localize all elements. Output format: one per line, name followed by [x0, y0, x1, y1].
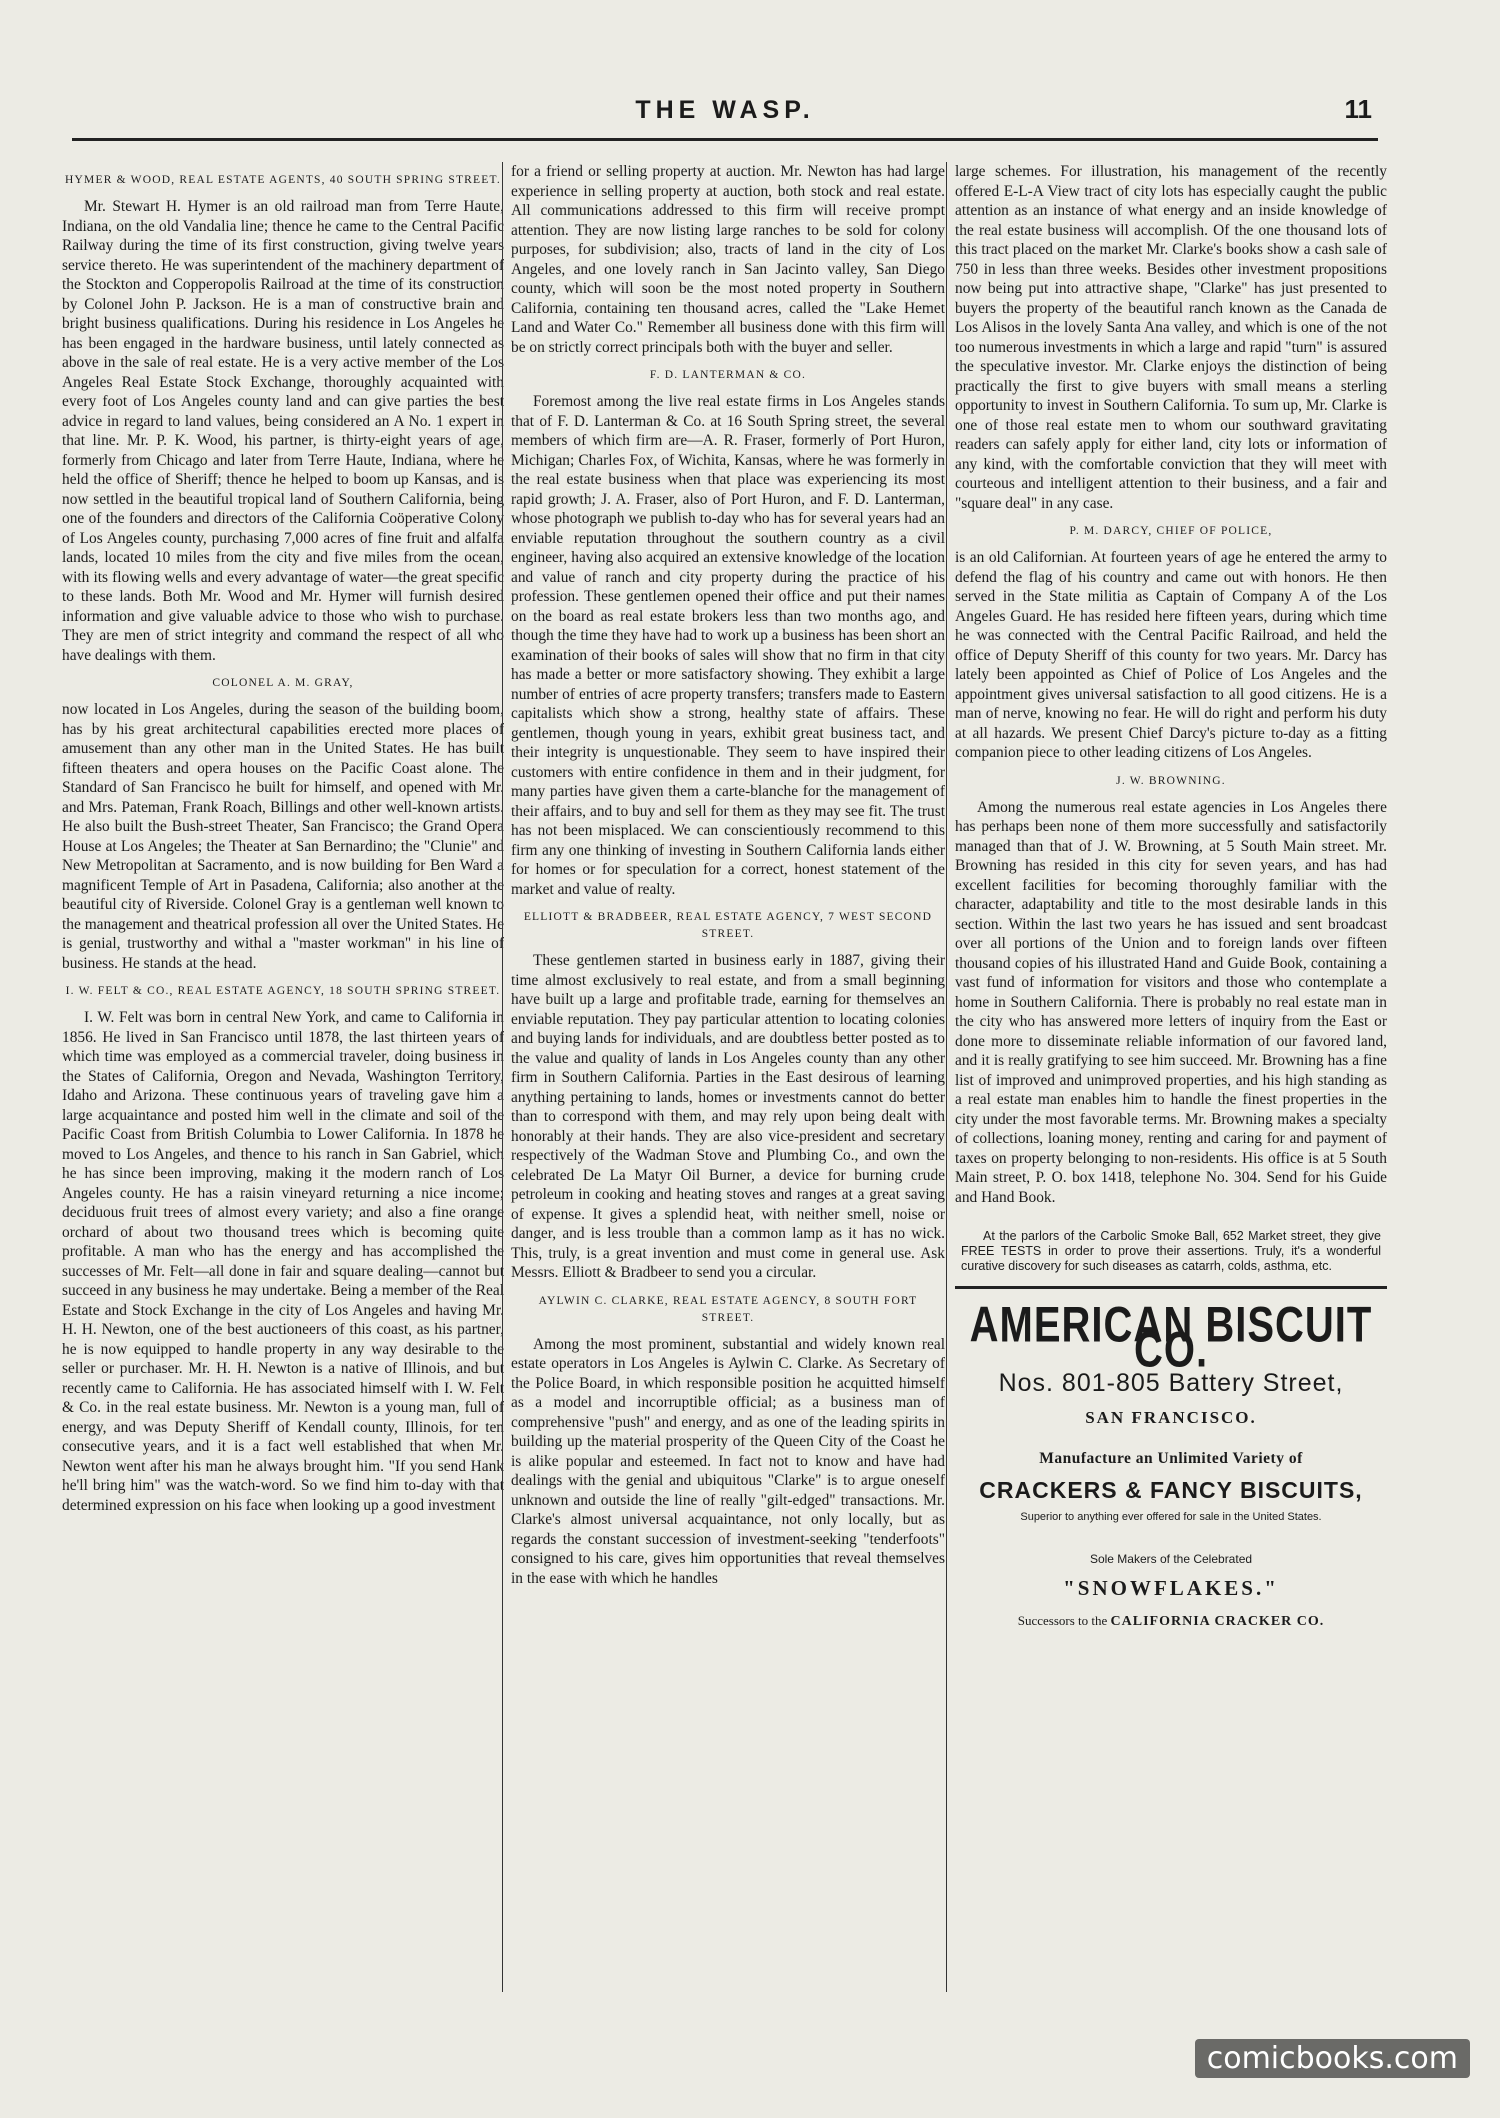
article-heading: F. D. LANTERMAN & CO. — [649, 369, 807, 381]
continued-paragraph: large schemes. For illustration, his management of the recently offered E-L-A View tract of city lots has especially caught the public attention as an instance of what energy and an inside knowledge of the real estate business will accomplish. Of the one thousand lots of this tract placed on the market Mr. Clarke's books show a cash sale of 750 in less than three weeks. Besides other investment propositions now being put into attractive shape, "Clarke" has just presented to buyers the property of the beautiful ranch known as the Canada de Los Alisos in the lovely Santa Ana valley, and which is one of the not too numerous investments in which a large and rapid "turn" is assured the speculative investor. Mr. Clarke enjoys the distinction of being practically the first to give buyers with small means a sterling opportunity to invest in Southern California. To sum up, Mr. Clarke is one of those real estate men to whom our southward gravitating readers can safely apply for either land, city lots or information of any kind, with the comfortable conviction that they will meet with courteous and intelligent attention to their business, and a fair and "square deal" in any case. — [955, 163, 1387, 512]
column-3 — [946, 162, 1387, 1992]
ad-brand: AMERICAN BISCUIT CO. — [969, 1297, 1373, 1378]
ad-city: SAN FRANCISCO. — [1085, 1407, 1257, 1427]
article-paragraph: I. W. Felt was born in central New York, and came to California in 1856. He lived in San Francisco until 1878, the last thirteen years of which time was employed as a commercial traveler, doing business in the States of California, Oregon and Nevada, Washington Territory, Idaho and Arizona. These continuous years of traveling gave him a large acquaintance and posted him well in the climate and soil of the Pacific Coast from British Columbia to Lower California. In 1878 he moved to Los Angeles, and thence to his ranch in San Gabriel, which he has since been improving, making it the modern ranch of Los Angeles county. He has a raisin vineyard returning a nice income; deciduous fruit trees of almost every variety; and also a fine orange orchard of about two thousand trees which is becoming quite profitable. A man who has the energy and has accomplished the successes of Mr. Felt—all done in fair and square dealing—cannot but succeed in any business he may undertake. Being a member of the Real Estate and Stock Exchange in the city of Los Angeles and having Mr. H. H. Newton, one of the best auctioneers of this coast, as his partner, he is now equipped to handle property in any way desirable to the seller or purchaser. Mr. H. H. Newton is a native of Illinois, and but recently came to California. He has associated himself with I. W. Felt & Co. in the real estate business. Mr. Newton is a young man, full of energy, and was Deputy Sheriff of Kendall county, Illinois, for ten consecutive years, and it is a fact well established that when Mr. Newton went after his man he always brought him. "If you send Hank he'll bring him" was the watch-word. So we find him to-day with that determined expression on his face when looking up a good investment — [62, 1009, 504, 1514]
article-paragraph: Mr. Stewart H. Hymer is an old railroad man from Terre Haute, Indiana, on the old Vandalia line; thence he came to the Central Pacific Railway during the time of its first construction, giving twelve years service thereto. He was superintendent of the machinery department of the Stockton and Copperopolis Railroad at the time of its construction by Colonel John P. Jackson. He is a man of constructive brain and bright business qualifications. During his residence in Los Angeles he has been engaged in the hardware business, until lately connected as above in the sale of real estate. He is a very active member of the Los Angeles Real Estate Stock Exchange, thoroughly acquainted with every foot of Los Angeles county land and can give parties the best advice in regard to land values, being considered an A No. 1 expert in that line. Mr. P. K. Wood, his partner, is thirty-eight years of age, formerly from Chicago and later from Terre Haute, Indiana, where he held the office of Sheriff; thence he helped to boom up Kansas, and is now settled in the beautiful tropical land of Southern California, being one of the founders and directors of the California Coöperative Colony of Los Angeles county, purchasing 7,000 acres of fine fruit and alfalfa lands, located 10 miles from the city and five miles from the ocean, with its flowing wells and every advantage of water—the great specific to these lands. Both Mr. Wood and Mr. Hymer will furnish desired information and give valuable advice to those who wish to purchase. They are men of strict integrity and command the respect of all who have dealings with them. — [62, 198, 504, 664]
continued-paragraph: for a friend or selling property at auction. Mr. Newton has had large experience in selling property at auction, both stock and real estate. All communications addressed to this firm will receive prompt attention. They are now listing large ranches to be sold for colony purposes, for subdivision; also, tracts of land in the city of Los Angeles, and one lovely ranch in San Jacinto valley, San Diego county, which will soon be the most noted property in Southern California, containing ten thousand acres, called the "Lake Hemet Land and Water Co." Remember all business done with this firm will be on strictly correct principals both with the buyer and seller. — [511, 163, 945, 356]
article-heading: HYMER & WOOD, REAL ESTATE AGENTS, 40 SOUTH SPRING STREET. — [65, 174, 501, 186]
column-2 — [502, 162, 945, 1992]
ad-line: Manufacture an Unlimited Variety of — [1039, 1450, 1303, 1467]
article-paragraph: Foremost among the live real estate firms in Los Angeles stands that of F. D. Lanterman & Co. at 16 South Spring street, the several members of which firm are—A. R. Fraser, formerly of Port Huron, Michigan; Charles Fox, of Wichita, Kansas, where he was formerly in the real estate business when that place was experiencing its most rapid growth; J. A. Fraser, also of Port Huron, and F. D. Lanterman, whose photograph we publish to-day who has for several years had an enviable reputation throughout the southern country as a civil engineer, having also acquired an extensive knowledge of the location and value of ranch and city property during the practice of his profession. These gentlemen opened their office and put their names on the board as real estate brokers less than two months ago, and though the time they have had to work up a business has been short an examination of their books of sales will show that no firm in that city has made a better or more satisfactory showing. They exhibit a large number of entries of acre property transfers; transfers made to Eastern capitalists which show a strong, healthy state of affairs. These gentlemen, though young in years, exhibit great business tact, and their integrity is unquestionable. They seem to have inspired their customers with entire confidence in them and in their judgment, for many parties have given them a carte-blanche for the management of their affairs, and to buy and sell for them as they may see fit. The trust has not been misplaced. We can conscientiously recommend to this firm any one thinking of investing in Southern California lands either for homes or for speculation for a correct, honest statement of the market and value of realty. — [511, 393, 945, 898]
biscuit-advertisement — [955, 1286, 1387, 1631]
ad-flagship-product: "SNOWFLAKES." — [1063, 1576, 1279, 1600]
article-heading: J. W. BROWNING. — [1116, 774, 1226, 787]
watermark-logo: comicbooks.com — [1195, 2039, 1470, 2078]
ad-successor-prefix: Successors to the — [1017, 1612, 1108, 1628]
article-heading: AYLWIN C. CLARKE, REAL ESTATE AGENCY, 8 SOUTH FORT STREET. — [538, 1294, 918, 1324]
ad-address: Nos. 801-805 Battery Street, — [998, 1369, 1344, 1397]
carbolic-notice: At the parlors of the Carbolic Smoke Ball, 652 Market street, they give FREE TESTS in order to prove their assertions. Truly, it's a wonderful curative discovery for such diseases as catarrh, colds, asthma, etc. — [961, 1229, 1381, 1273]
article-heading: ELLIOTT & BRADBEER, REAL ESTATE AGENCY, 7 WEST SECOND STREET. — [523, 911, 933, 940]
ad-product: CRACKERS & FANCY BISCUITS, — [979, 1476, 1363, 1503]
column-1 — [62, 162, 504, 1992]
article-paragraph: now located in Los Angeles, during the season of the building boom, has by his great architectural capabilities erected more places of amusement than any other man in the United States. He has built fifteen theaters and opera houses on the Pacific Coast alone. The Standard of San Francisco he built for himself, and opened with Mr. and Mrs. Pateman, Frank Roach, Billings and other well-known artists. He also built the Bush-street Theater, San Francisco; the Grand Opera House at Los Angeles; the Theater at San Bernardino; the "Clunie" and New Metropolitan at Sacramento, and is now building for Ben Ward a magnificent Temple of Art in Pasadena, California; also another at the beautiful city of Riverside. Colonel Gray is a gentleman well known to the management and theatrical profession all over the United States. He is genial, trustworthy and withal a "master workman" in his line of business. He stands at the head. — [62, 701, 504, 972]
ad-successor-name: CALIFORNIA CRACKER CO. — [1110, 1613, 1325, 1629]
article-heading: COLONEL A. M. GRAY, — [212, 677, 354, 689]
article-paragraph: is an old Californian. At fourteen years of age he entered the army to defend the flag of his country and came out with honors. He then served in the State militia as Captain of Company A of the Los Angeles Guard. He has resided here fifteen years, during which time he was connected with the Central Pacific Railroad, and held the office of Deputy Sheriff of this county for two years. Mr. Darcy has lately been appointed as Chief of Police of Los Angeles and the appointment gives universal satisfaction to all good citizens. He is a man of nerve, knowing no fear. He will do right and perform his duty at all hazards. We present Chief Darcy's picture to-day as a fitting companion piece to other leading citizens of Los Angeles. — [955, 549, 1387, 761]
ad-sole-makers: Sole Makers of the Celebrated — [1089, 1551, 1253, 1566]
ad-successor — [955, 1611, 1387, 1632]
article-paragraph: Among the numerous real estate agencies in Los Angeles there has perhaps been none of them more successfully and satisfactorily managed than that of J. W. Browning, at 5 South Main street. Mr. Browning has resided in this city for seven years, and has had excellent facilities for becoming thoroughly familiar with the character, adaptability and title to the most desirable lands in this section. Within the last two years he has issued and sent broadcast over all portions of the Union and to foreign lands over fifteen thousand copies of his illustrated Hand and Guide Book, containing a vast fund of information for visitors and those who contemplate a home in Southern California. There is probably no real estate man in the city who has answered more letters of inquiry from the East or done more to disseminate reliable information of our favored land, and it is really gratifying to see him succeed. Mr. Browning has a fine list of improved and unimproved properties, and his high standing as a real estate man enables him to handle the finest properties in the city under the most favorable terms. Mr. Browning makes a specialty of collections, loaning money, renting and caring for and payment of taxes on property belonging to non-residents. His office is at 5 South Main street, P. O. box 1418, telephone No. 304. Send for his Guide and Hand Book. — [955, 798, 1387, 1206]
article-paragraph: These gentlemen started in business early in 1887, giving their time almost exclusively to real estate, and from a small beginning have built up a large and profitable trade, earning for themselves an enviable reputation. They pay particular attention to locating colonies and buying lands for individuals, and are doubtless better posted as to the value and quality of lands in Los Angeles county than any other firm in Southern California. Parties in the East desirous of learning anything pertaining to lands, homes or investments cannot do better than to correspond with them, and may rely upon being dealt with honorably at their hands. They are also vice-president and secretary respectively of the Wadman Stove and Plumbing Co., and own the celebrated De La Matyr Oil Burner, a device for burning crude petroleum in cooking and heating stoves and ranges at a great saving of expense. It gives a splendid heat, with neither smell, noise or danger, and is less trouble than a common lamp as it has no wick. This, truly, is a great invention and must come in general use. Ask Messrs. Elliott & Bradbeer to send you a circular. — [511, 952, 945, 1281]
page-number: 11 — [1344, 94, 1372, 124]
article-heading: P. M. DARCY, CHIEF OF POLICE, — [1069, 525, 1273, 537]
article-paragraph: Among the most prominent, substantial and widely known real estate operators in Los Angeles is Aylwin C. Clarke. As Secretary of the Police Board, in which responsible position he acquitted himself as a model and incorruptible official; as a business man of comprehensive "push" and energy, and as one of the leading spirits in building up the material prosperity of the Queen City of the Coast he is alike popular and esteemed. In fact not to know and have had dealings with the genial and ubiquitous "Clarke" is to argue oneself unknown and outside the line of really "gilt-edged" transactions. Mr. Clarke's almost universal acquaintance, not only locally, but as regards the constant succession of investment-seeking "tenderfoots" consigned to his care, gives him opportunities that reveal themselves in the ease with which he handles — [511, 1335, 945, 1587]
ad-tagline: Superior to anything ever offered for sale in the United States. — [1020, 1511, 1322, 1523]
article-heading: I. W. FELT & CO., REAL ESTATE AGENCY, 18 SOUTH SPRING STREET. — [65, 985, 501, 997]
publication-title: THE WASP. — [635, 96, 815, 124]
masthead — [72, 92, 1378, 141]
